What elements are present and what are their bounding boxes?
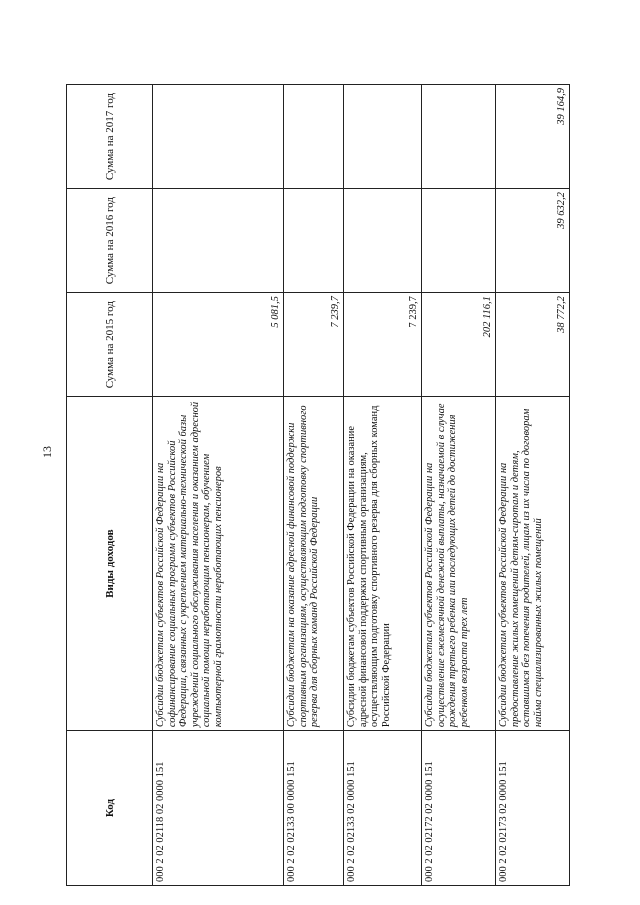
row-sum-2017 <box>284 85 344 189</box>
row-description: Субсидии бюджетам субъектов Российской Федерации на оказание адресной финансовой поддержки спортивным организациям, осуществляющим подготовку спортивного резерва для сборных команд Российской Федерации <box>344 397 422 731</box>
row-sum-2016: 39 632,2 <box>496 189 570 293</box>
row-sum-2017 <box>153 85 284 189</box>
table-row <box>284 85 344 886</box>
row-code: 000 2 02 02133 02 0000 151 <box>344 731 422 886</box>
row-sum-2016 <box>153 189 284 293</box>
row-description: Субсидии бюджетам субъектов Российской Федерации на софинансирование социальных программ субъектов Российской Федерации, связанных с укреплением материально-технической базы учреждений социального обслуживания населения и оказанием адресной социальной помощи неработающим пенсионерам, обучением компьютерной грамотности неработающих пенсионеров <box>153 397 284 731</box>
row-sum-2015: 202 116,1 <box>422 293 496 397</box>
revenue-table-container <box>66 84 567 886</box>
table-row <box>422 85 496 886</box>
table-row <box>344 85 422 886</box>
row-code: 000 2 02 02118 02 0000 151 <box>153 731 284 886</box>
row-description: Субсидии бюджетам субъектов Российской Федерации на предоставление жилых помещений детям-сиротам и детям, оставшимся без попечения родителей, лицам из их числа по договорам найма специализированных жилых помещений <box>496 397 570 731</box>
table-row <box>496 85 570 886</box>
page-number: 13 <box>40 446 54 458</box>
row-sum-2017 <box>422 85 496 189</box>
row-code: 000 2 02 02172 02 0000 151 <box>422 731 496 886</box>
revenue-table <box>66 84 570 886</box>
row-sum-2015: 38 772,2 <box>496 293 570 397</box>
row-sum-2015: 5 081,5 <box>153 293 284 397</box>
header-revenue-kind: Виды доходов <box>67 397 153 731</box>
row-sum-2016 <box>422 189 496 293</box>
row-description: Субсидии бюджетам субъектов Российской Федерации на осуществление ежемесячной денежной выплаты, назначаемой в случае рождения третьего ребенка или последующих детей до достижения ребенком возраста трех лет <box>422 397 496 731</box>
table-row <box>153 85 284 886</box>
header-sum-2017: Сумма на 2017 год <box>67 85 153 189</box>
row-description: Субсидии бюджетам на оказание адресной финансовой поддержки спортивным организациям, осуществляющим подготовку спортивного резерва для сборных команд Российской Федерации <box>284 397 344 731</box>
header-sum-2015: Сумма на 2015 год <box>67 293 153 397</box>
row-sum-2017: 39 164,9 <box>496 85 570 189</box>
row-sum-2015: 7 239,7 <box>344 293 422 397</box>
header-code: Код <box>67 731 153 886</box>
row-sum-2016 <box>344 189 422 293</box>
row-sum-2017 <box>344 85 422 189</box>
row-sum-2015: 7 239,7 <box>284 293 344 397</box>
header-sum-2016: Сумма на 2016 год <box>67 189 153 293</box>
row-code: 000 2 02 02173 02 0000 151 <box>496 731 570 886</box>
row-code: 000 2 02 02133 00 0000 151 <box>284 731 344 886</box>
row-sum-2016 <box>284 189 344 293</box>
table-header-row <box>67 85 153 886</box>
